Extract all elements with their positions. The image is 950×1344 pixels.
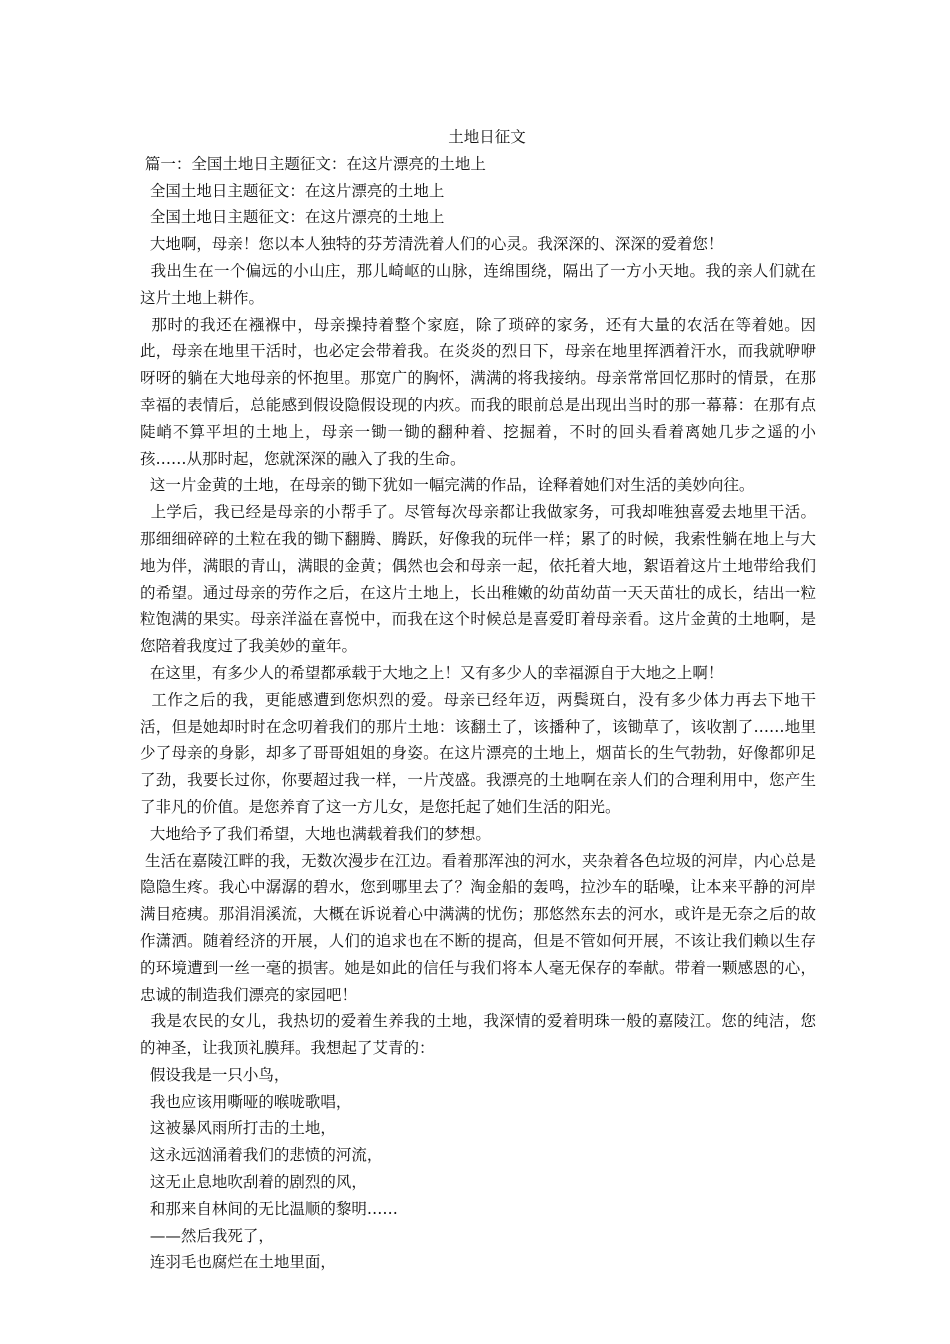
paragraph: 大地啊，母亲！您以本人独特的芬芳清洗着人们的心灵。我深深的、深深的爱着您！ bbox=[140, 235, 724, 254]
document-title: 土地日征文 bbox=[448, 128, 526, 146]
paragraph: 我出生在一个偏远的小山庄，那儿崎岖的山脉，连绵围绕，隔出了一方小天地。我的亲人们就在这片土地上耕作。 bbox=[140, 261, 816, 307]
poem-line: 这永远汹涌着我们的悲愤的河流， bbox=[140, 1146, 383, 1165]
paragraph: 大地给予了我们希望，大地也满载着我们的梦想。 bbox=[140, 824, 491, 843]
paragraph: 上学后，我已经是母亲的小帮手了。尽管每次母亲都让我做家务，可我却唯独喜爱去地里干活。那细细碎碎的土粒在我的锄下翻腾、腾跃，好像我的玩伴一样；累了的时候，我索性躺在地上与大地为伴，满眼的青山，满眼的金黄；偶然也会和母亲一起，依托着大地，絮语着这片土地带给我们的希望。通过母亲的劳作之后，在这片土地上，长出稚嫩的幼苗幼苗一天天苗壮的成长，结出一粒粒饱满的果实。母亲洋溢在喜悦中，而我在这个时候总是喜爱盯着母亲看。这片金黄的土地啊，是您陪着我度过了我美妙的童年。 bbox=[140, 503, 816, 656]
poem-line: 我也应该用嘶哑的喉咙歌唱， bbox=[140, 1092, 352, 1111]
paragraph: 我是农民的女儿，我热切的爱着生养我的土地，我深情的爱着明珠一般的嘉陵江。您的纯洁，您的神圣，让我顶礼膜拜。我想起了艾青的： bbox=[140, 1012, 816, 1058]
poem-line: 和那来自林间的无比温顺的黎明…… bbox=[140, 1199, 398, 1218]
heading-line: 全国土地日主题征文：在这片漂亮的土地上 bbox=[140, 181, 445, 200]
document-body bbox=[140, 124, 816, 1276]
poem-line: 假设我是一只小鸟， bbox=[140, 1065, 290, 1084]
poem-line: 连羽毛也腐烂在土地里面， bbox=[140, 1253, 336, 1272]
poem-line: 这无止息地吹刮着的剧烈的风， bbox=[140, 1173, 367, 1192]
poem-line: 这被暴风雨所打击的土地， bbox=[140, 1119, 336, 1138]
heading-line: 全国土地日主题征文：在这片漂亮的土地上 bbox=[140, 208, 445, 227]
paragraph: 工作之后的我，更能感遭到您炽烈的爱。母亲已经年迈，两鬓斑白，没有多少体力再去下地干活，但是她却时时在念叨着我们的那片土地：该翻土了，该播种了，该锄草了，该收割了……地里少了母亲的身影，却多了哥哥姐姐的身姿。在这片漂亮的土地上，烟苗长的生气勃勃，好像都卯足了劲，我要长过你，你要超过我一样，一片茂盛。我漂亮的土地啊在亲人们的合理利用中，您产生了非凡的价值。是您养育了这一方儿女，是您托起了她们生活的阳光。 bbox=[140, 690, 816, 816]
paragraph: 那时的我还在襁褓中，母亲操持着整个家庭，除了琐碎的家务，还有大量的农活在等着她。因此，母亲在地里干活时，也必定会带着我。在炎炎的烈日下，母亲在地里挥洒着汗水，而我就咿咿呀呀的躺在大地母亲的怀抱里。那宽广的胸怀，满满的将我接纳。母亲常常回忆那时的情景，在那幸福的表情后，总能感到假设隐假设现的内疚。而我的眼前总是出现出当时的那一幕幕：在那有点陡峭不算平坦的土地上，母亲一锄一锄的翻种着、挖掘着，不时的回头看着离她几步之遥的小孩……从那时起，您就深深的融入了我的生命。 bbox=[140, 315, 816, 468]
heading-line: 篇一：全国土地日主题征文：在这片漂亮的土地上 bbox=[140, 154, 486, 173]
poem-line: ——然后我死了， bbox=[140, 1226, 274, 1245]
paragraph: 在这里，有多少人的希望都承载于大地之上！又有多少人的幸福源自于大地之上啊！ bbox=[140, 663, 724, 682]
paragraph: 这一片金黄的土地，在母亲的锄下犹如一幅完满的作品，诠释着她们对生活的美妙向往。 bbox=[140, 476, 755, 495]
paragraph: 生活在嘉陵江畔的我，无数次漫步在江边。看着那浑浊的河水，夹杂着各色垃圾的河岸，内心总是隐隐生疼。我心中潺潺的碧水，您到哪里去了？淘金船的轰鸣，拉沙车的聒噪，让本来平静的河岸满目疮痍。那涓涓溪流，大概在诉说着心中满满的忧伤；那悠然东去的河水，或许是无奈之后的故作潇洒。随着经济的开展，人们的追求也在不断的提高，但是不管如何开展，不该让我们赖以生存的环境遭到一丝一毫的损害。她是如此的信任与我们将本人毫无保存的奉献。带着一颗感恩的心，忠诚的制造我们漂亮的家园吧！ bbox=[140, 851, 816, 1004]
